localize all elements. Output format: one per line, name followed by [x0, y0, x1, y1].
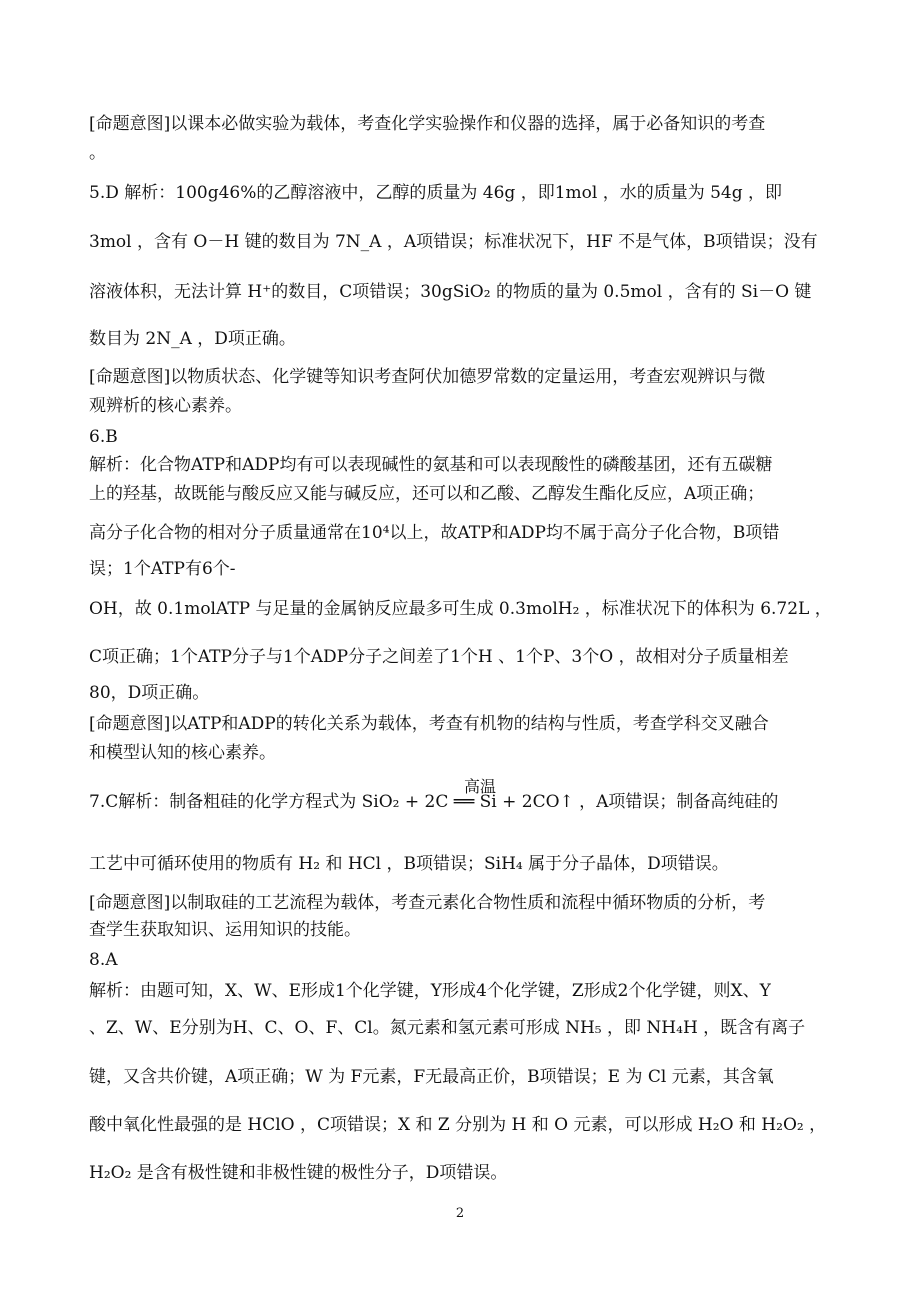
- text-line: H₂O₂ 是含有极性键和非极性键的极性分子，D项错误。: [89, 1163, 508, 1183]
- text-line: 解析：由题可知，X、W、E形成1个化学键，Y形成4个化学键，Z形成2个化学键，则X、Y: [89, 981, 771, 1001]
- text-line: 3mol ，含有 O－H 键的数目为 7N_A ，A项错误；标准状况下，HF 不是气体，B项错误；没有: [89, 232, 818, 252]
- text-line: 解析：化合物ATP和ADP均有可以表现碱性的氨基和可以表现酸性的磷酸基团，还有五碳糖: [89, 455, 773, 475]
- text-line: 溶液体积，无法计算 H⁺的数目，C项错误；30gSiO₂ 的物质的量为 0.5mol ，含有的 Si－O 键: [89, 282, 812, 302]
- text-line: 查学生获取知识、运用知识的技能。: [89, 920, 361, 940]
- text-line: 上的羟基，故既能与酸反应又能与碱反应，还可以和乙酸、乙醇发生酯化反应，A项正确；: [89, 484, 765, 504]
- reaction-condition: 高温: [464, 777, 497, 796]
- text-line: 酸中氧化性最强的是 HClO ，C项错误；X 和 Z 分别为 H 和 O 元素，可以形成 H₂O 和 H₂O₂ ，: [89, 1115, 827, 1135]
- text-line: 数目为 2N_A ，D项正确。: [89, 329, 296, 349]
- text-line: 观辨析的核心素养。: [89, 396, 242, 416]
- text-line: 和模型认知的核心素养。: [89, 743, 276, 763]
- text-line: 6.B: [89, 427, 118, 447]
- text-line: 80，D项正确。: [89, 683, 210, 703]
- text-line: [命题意图]以制取硅的工艺流程为载体，考查元素化合物性质和流程中循环物质的分析，考: [89, 893, 766, 913]
- text-line: 高分子化合物的相对分子质量通常在10⁴以上，故ATP和ADP均不属于高分子化合物，B项错: [89, 523, 780, 543]
- text-line: C项正确；1个ATP分子与1个ADP分子之间差了1个H 、1个P、3个O ，故相对分子质量相差: [89, 647, 789, 667]
- text-line: 键，又含共价键，A项正确；W 为 F元素，F无最高正价，B项错误；E 为 Cl 元素，其含氧: [89, 1067, 774, 1087]
- text-line: 、Z、W、E分别为H、C、O、F、Cl。氮元素和氢元素可形成 NH₅ ，即 NH₄H ，既含有离子: [89, 1018, 806, 1038]
- text-line: 误；1个ATP有6个-: [89, 559, 236, 579]
- text-line: 8.A: [89, 950, 118, 970]
- text-line: OH，故 0.1molATP 与足量的金属钠反应最多可生成 0.3molH₂ ，标准状况下的体积为 6.72L ，: [89, 599, 832, 619]
- text-line: [命题意图]以ATP和ADP的转化关系为载体，考查有机物的结构与性质，考查学科交叉融合: [89, 714, 769, 734]
- text-line: [命题意图]以物质状态、化学键等知识考查阿伏加德罗常数的定量运用，考查宏观辨识与微: [89, 367, 766, 387]
- page-number: 2: [455, 1206, 465, 1221]
- text-line: 7.C解析：制备粗硅的化学方程式为 SiO₂ + 2C ══ Si + 2CO↑ ，A项错误；制备高纯硅的: [89, 792, 779, 812]
- text-line: 5.D 解析：100g46%的乙醇溶液中，乙醇的质量为 46g ，即1mol ，水的质量为 54g ，即: [89, 183, 783, 203]
- text-line: 。: [89, 143, 106, 163]
- text-line: [命题意图]以课本必做实验为载体，考查化学实验操作和仪器的选择，属于必备知识的考查: [89, 114, 766, 134]
- text-line: 工艺中可循环使用的物质有 H₂ 和 HCl ，B项错误；SiH₄ 属于分子晶体，D项错误。: [89, 854, 729, 874]
